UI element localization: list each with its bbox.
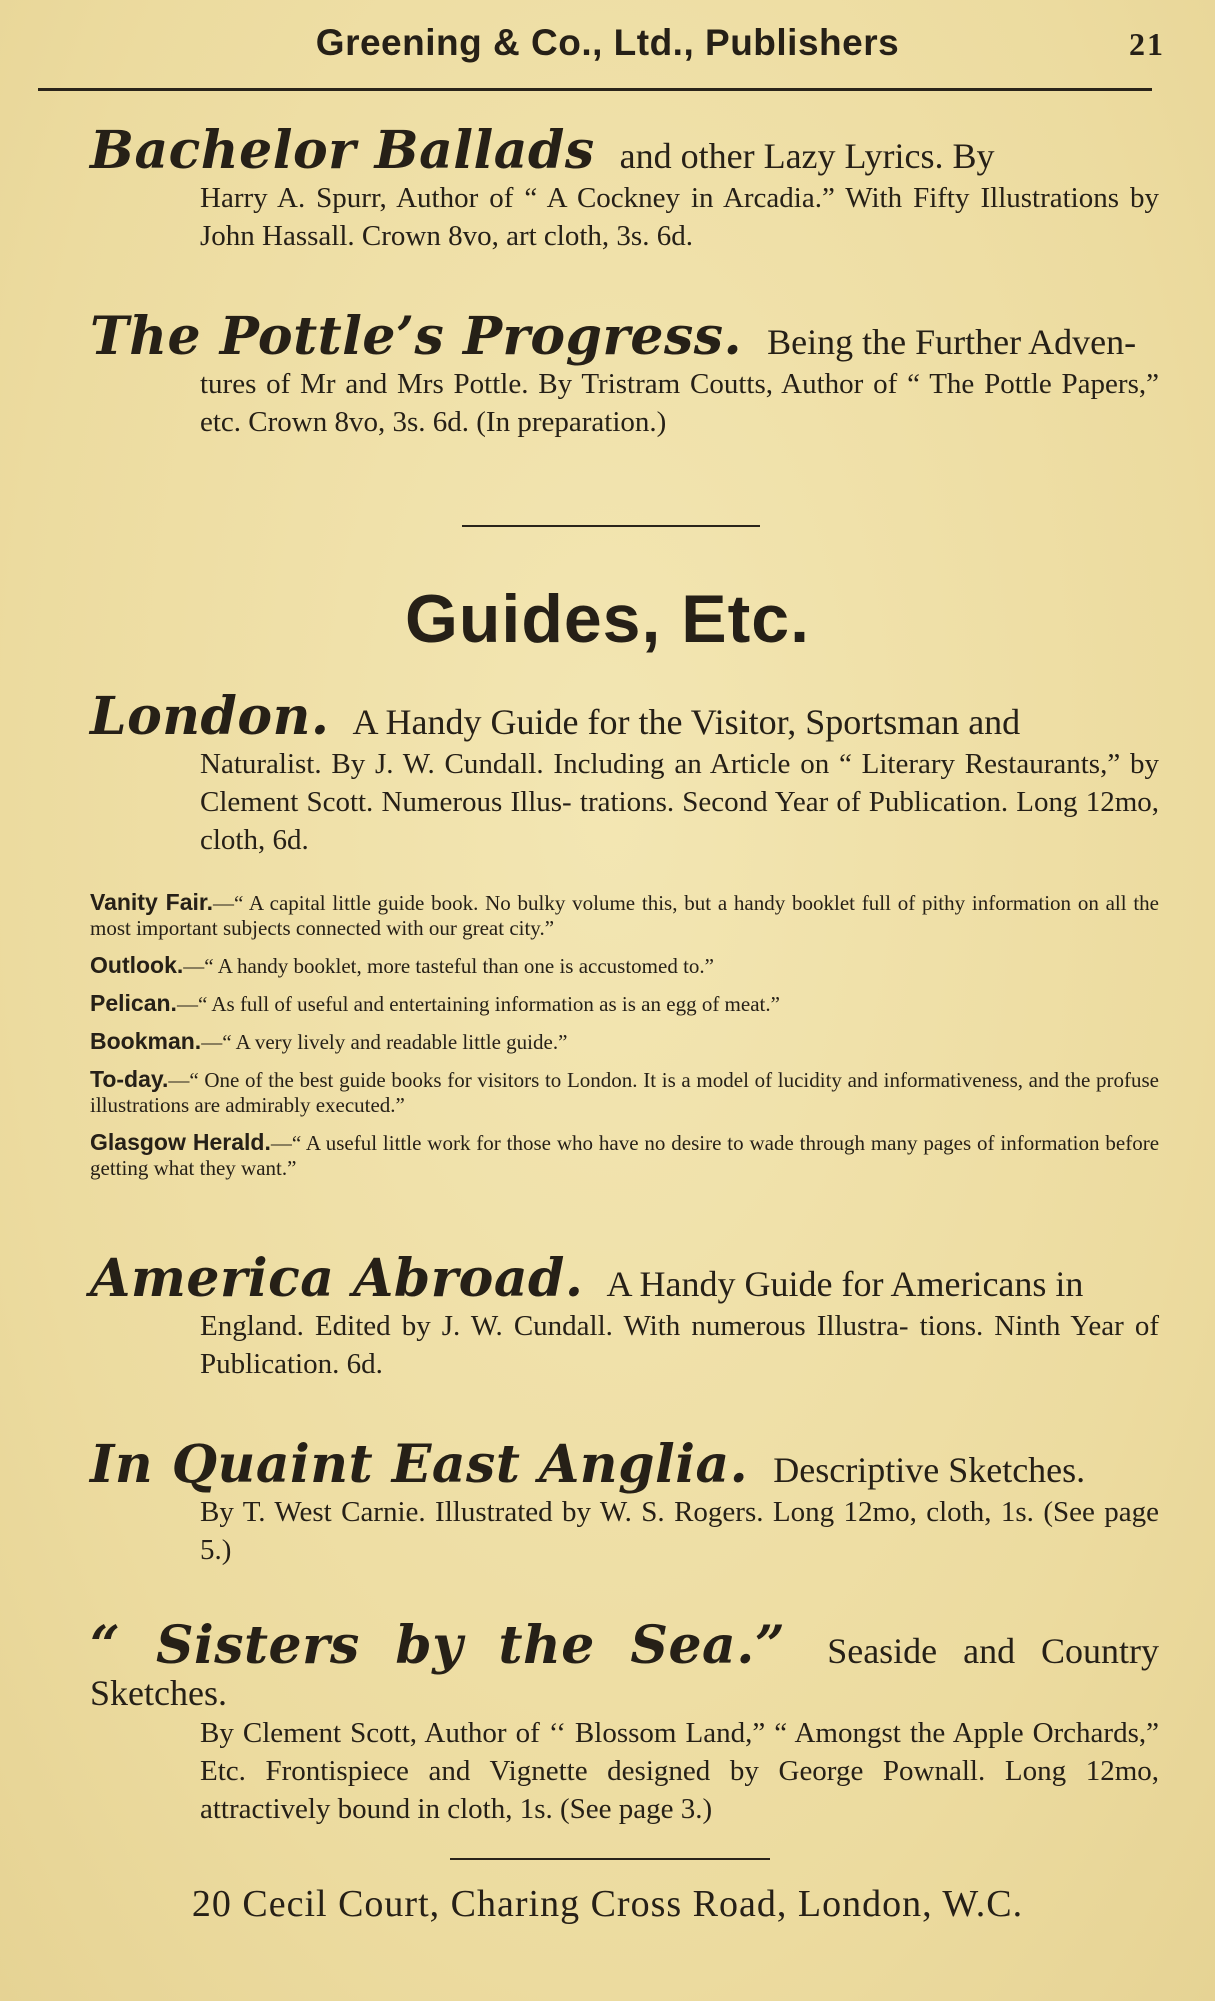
entry-title: “ Sisters by the Sea.” xyxy=(90,1615,786,1676)
review-source: Vanity Fair. xyxy=(90,889,213,915)
entry-head-text: Descriptive Sketches. xyxy=(773,1450,1086,1490)
review-item xyxy=(90,953,1159,979)
review-quote: —“ As full of useful and entertaining information as is an egg of meat.” xyxy=(176,992,780,1016)
entry-london xyxy=(90,688,1159,859)
press-reviews xyxy=(90,890,1159,1193)
entry-title: In Quaint East Anglia. xyxy=(90,1434,749,1495)
review-source: Bookman. xyxy=(90,1028,202,1054)
entry-america-abroad xyxy=(90,1250,1159,1383)
entry-head-text: Seaside and Country Sketches. xyxy=(90,1631,1160,1714)
review-item xyxy=(90,890,1159,941)
entry-title: London. xyxy=(90,686,330,747)
review-quote: —“ A very lively and readable little guide.” xyxy=(201,1030,568,1054)
review-quote: —“ A useful little work for those who have no desire to wade through many pages of information before getting what they want.” xyxy=(90,1131,1160,1180)
entry-sisters-by-the-sea xyxy=(90,1617,1159,1828)
running-header xyxy=(40,22,1175,72)
review-source: Glasgow Herald. xyxy=(90,1129,271,1155)
entry-pottles-progress xyxy=(90,308,1159,441)
divider-rule xyxy=(462,525,760,527)
entry-body: England. Edited by J. W. Cundall. With numerous Illustra- tions. Ninth Year of Publication. 6d. xyxy=(200,1310,1159,1381)
entry-body: By Clement Scott, Author of ‘‘ Blossom Land,” “ Amongst the Apple Orchards,” Etc. Frontispiece and Vignette designed by George Pownall. Long 12mo, attractively bound in cloth, 1s. (See page 3.) xyxy=(200,1716,1159,1825)
entry-quaint-east-anglia xyxy=(90,1436,1159,1569)
imprint-address: 20 Cecil Court, Charing Cross Road, London, W.C. xyxy=(191,1883,1024,1925)
entry-body: By T. West Carnie. Illustrated by W. S. Rogers. Long 12mo, cloth, 1s. (See page 5.) xyxy=(200,1496,1159,1567)
entry-head-text: Being the Further Adven- xyxy=(767,322,1137,362)
entry-bachelor-ballads xyxy=(90,122,1159,255)
review-item xyxy=(90,1029,1159,1055)
publisher-line: Greening & Co., Ltd., Publishers xyxy=(315,22,900,63)
review-item xyxy=(90,1067,1159,1118)
entry-title: The Pottle’s Progress. xyxy=(90,306,743,367)
page-number: 21 xyxy=(1129,26,1165,62)
review-item xyxy=(90,991,1159,1017)
review-quote: —“ A capital little guide book. No bulky volume this, but a handy booklet full of pithy information on all the most important subjects connected with our great city.” xyxy=(90,891,1159,940)
entry-body: tures of Mr and Mrs Pottle. By Tristram Coutts, Author of “ The Pottle Papers,” etc. Crown 8vo, 3s. 6d. (In preparation.) xyxy=(200,368,1159,439)
review-source: Pelican. xyxy=(90,990,177,1016)
entry-head-text: and other Lazy Lyrics. By xyxy=(619,136,995,176)
review-source: Outlook. xyxy=(90,952,184,978)
entry-body: Harry A. Spurr, Author of “ A Cockney in Arcadia.” With Fifty Illustrations by John Hassall. Crown 8vo, art cloth, 3s. 6d. xyxy=(200,182,1159,253)
review-quote: —“ One of the best guide books for visitors to London. It is a model of lucidity and informativeness, and the profuse illustrations are admirably executed.” xyxy=(90,1068,1159,1117)
entry-body: Naturalist. By J. W. Cundall. Including an Article on “ Literary Restaurants,” by Clement Scott. Numerous Illus- trations. Second Year of Publication. Long 12mo, cloth, 6d. xyxy=(200,748,1159,857)
review-item xyxy=(90,1130,1159,1181)
header-rule xyxy=(38,88,1152,91)
entry-head-text: A Handy Guide for Americans in xyxy=(606,1264,1084,1304)
review-quote: —“ A handy booklet, more tasteful than one is accustomed to.” xyxy=(183,954,714,978)
footer-rule xyxy=(450,1858,770,1860)
section-heading: Guides, Etc. xyxy=(405,581,810,657)
review-source: To-day. xyxy=(90,1066,169,1092)
entry-head-text: A Handy Guide for the Visitor, Sportsman and xyxy=(352,702,1021,742)
entry-title: America Abroad. xyxy=(90,1248,584,1309)
entry-title: Bachelor Ballads xyxy=(90,120,595,181)
